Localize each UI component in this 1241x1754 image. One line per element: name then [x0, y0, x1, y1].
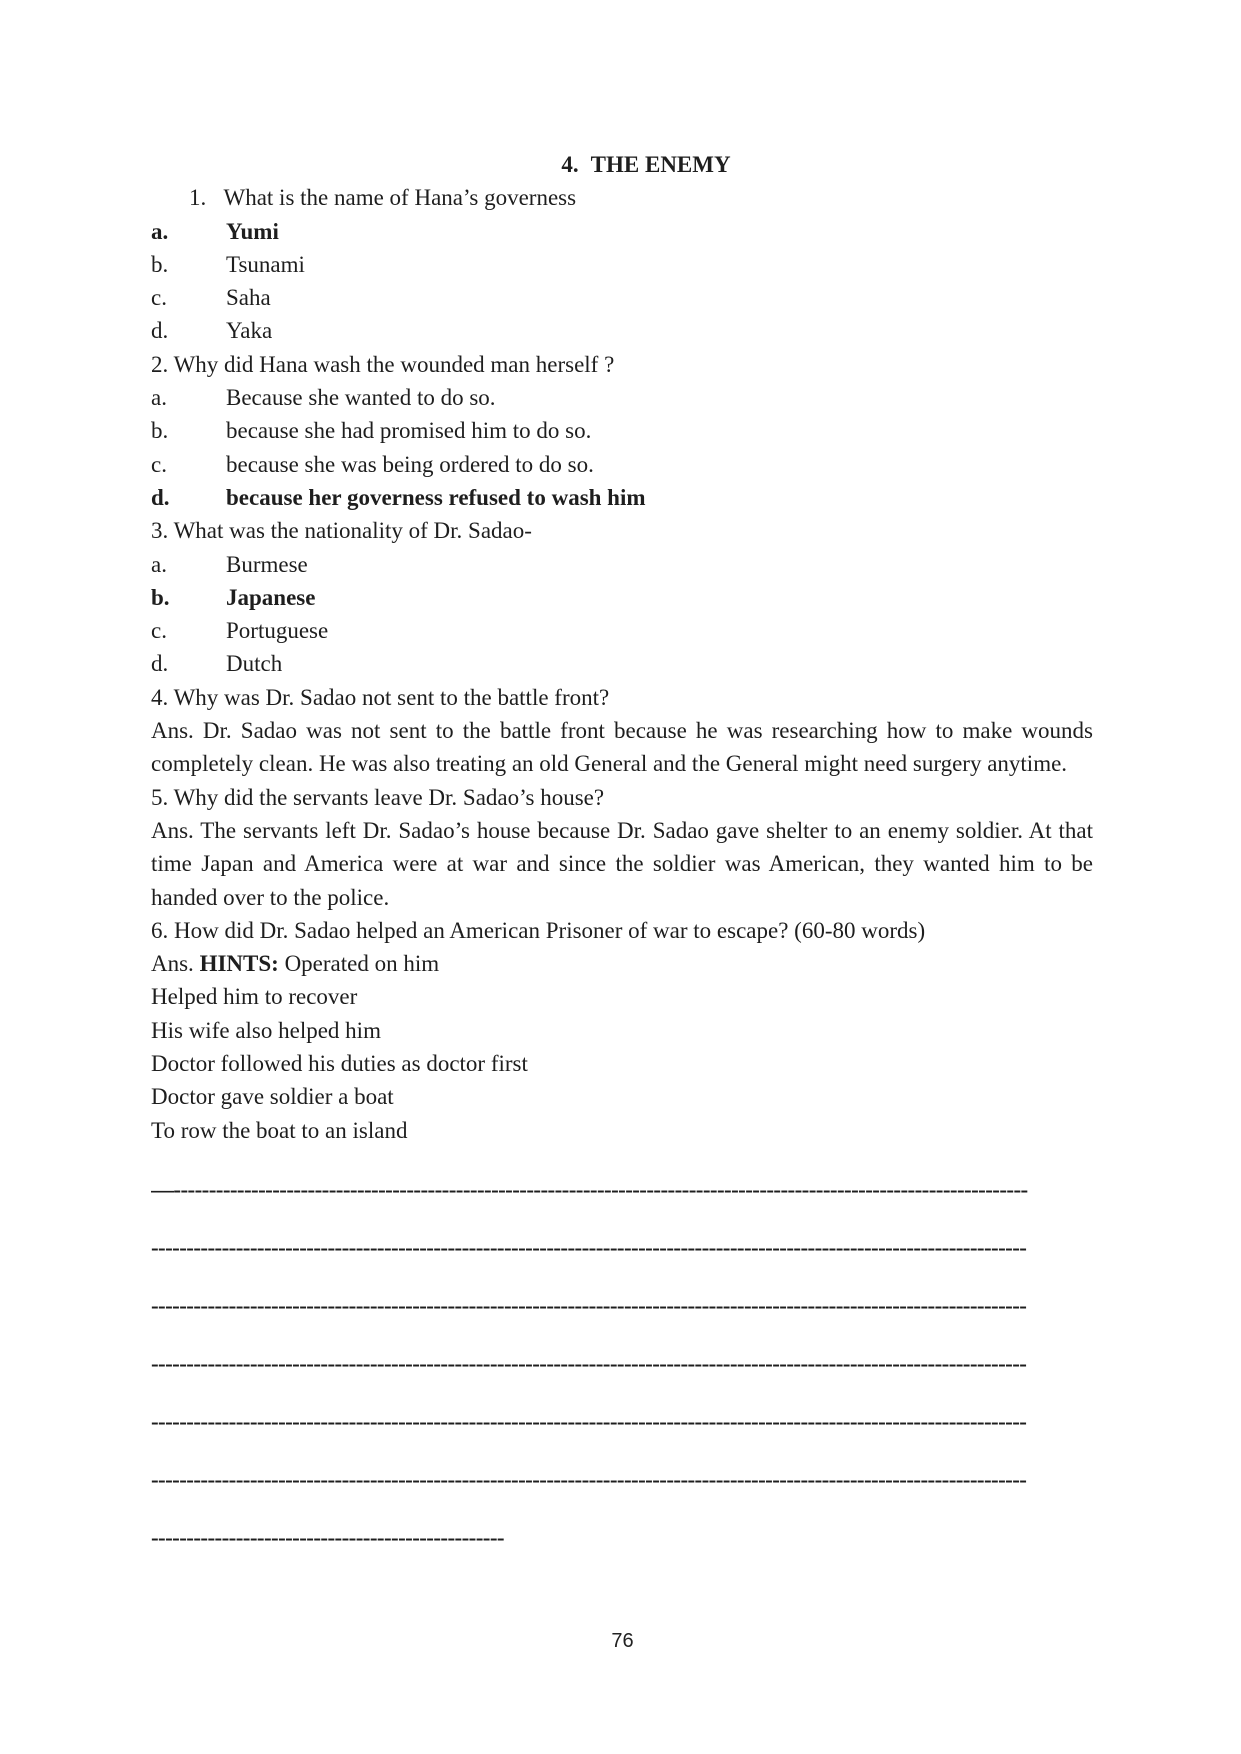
- q3-option-d: [151, 647, 1093, 680]
- worksheet-page: [151, 148, 1093, 1567]
- answer-prefix: Ans.: [151, 951, 194, 977]
- option-letter: c.: [151, 285, 167, 311]
- option-text: Yaka: [226, 318, 273, 344]
- q1-option-c: [151, 281, 1093, 314]
- hint-item: To row the boat to an island: [151, 1117, 408, 1143]
- option-text: Tsunami: [226, 251, 305, 277]
- option-letter: d.: [151, 318, 169, 344]
- answer-5: Ans. The servants left Dr. Sadao’s house because Dr. Sadao gave shelter to an enemy soldier. At that time Japan and America were at war and since the soldier was American, they wanted him to be handed over to the police.: [151, 817, 1093, 910]
- q2-option-c: [151, 448, 1093, 481]
- option-letter: a.: [151, 551, 167, 577]
- option-letter: d.: [151, 484, 170, 510]
- chapter-title: THE ENEMY: [590, 152, 731, 177]
- question-5: 5. Why did the servants leave Dr. Sadao’s house?: [151, 784, 605, 810]
- option-text: Japanese: [226, 584, 316, 610]
- chapter-number: 4.: [561, 152, 579, 177]
- answer-writing-line: --------------------------------------------------: [151, 1524, 504, 1550]
- page-number: 76: [611, 1630, 634, 1652]
- answer-4: Ans. Dr. Sadao was not sent to the battle front because he was researching how to make wounds completely clean. He was also treating an old General and the General might need surgery anytime.: [151, 718, 1093, 777]
- q1-option-d: [151, 314, 1093, 347]
- question-number: 1.: [189, 185, 207, 211]
- answer-writing-line: ----------------------------------------------------------------------------------------------------------------------------: [151, 1350, 1027, 1376]
- question-3: 3. What was the nationality of Dr. Sadao-: [151, 518, 532, 544]
- hint-item: Doctor followed his duties as doctor first: [151, 1051, 528, 1077]
- answer-writing-line: —-------------------------------------------------------------------------------------------------------------------------: [151, 1176, 1028, 1202]
- hint-item: Operated on him: [284, 951, 440, 977]
- option-letter: b.: [151, 584, 170, 610]
- option-text: Burmese: [226, 551, 308, 577]
- q2-option-a: [151, 381, 1093, 414]
- option-text: because she was being ordered to do so.: [226, 451, 594, 477]
- option-letter: c.: [151, 618, 167, 644]
- hint-item: His wife also helped him: [151, 1017, 381, 1043]
- option-text: Because she wanted to do so.: [226, 385, 496, 411]
- question-text: What is the name of Hana’s governess: [223, 185, 577, 211]
- option-text: because she had promised him to do so.: [226, 418, 592, 444]
- hint-item: Doctor gave soldier a boat: [151, 1084, 394, 1110]
- q3-option-a: [151, 548, 1093, 581]
- hints-label: HINTS:: [199, 951, 279, 977]
- answer-writing-line: ----------------------------------------------------------------------------------------------------------------------------: [151, 1408, 1027, 1434]
- answer-6-hints-heading: [151, 947, 1093, 980]
- option-text: Saha: [226, 285, 271, 311]
- question-1: [151, 181, 1093, 214]
- answer-writing-line: ----------------------------------------------------------------------------------------------------------------------------: [151, 1292, 1027, 1318]
- option-text: Dutch: [226, 651, 283, 677]
- q3-option-c: [151, 614, 1093, 647]
- chapter-heading: [151, 148, 1093, 181]
- option-text: because her governess refused to wash him: [226, 484, 646, 510]
- option-letter: d.: [151, 651, 169, 677]
- option-letter: c.: [151, 451, 167, 477]
- q2-option-b: [151, 414, 1093, 447]
- question-6: 6. How did Dr. Sadao helped an American Prisoner of war to escape? (60-80 words): [151, 917, 926, 943]
- option-text: Yumi: [226, 218, 279, 244]
- option-letter: b.: [151, 418, 169, 444]
- option-letter: a.: [151, 385, 167, 411]
- question-2: 2. Why did Hana wash the wounded man herself ?: [151, 351, 615, 377]
- hint-item: Helped him to recover: [151, 984, 358, 1010]
- q2-option-d: [151, 481, 1093, 514]
- q3-option-b: [151, 581, 1093, 614]
- option-letter: a.: [151, 218, 169, 244]
- answer-writing-line: ----------------------------------------------------------------------------------------------------------------------------: [151, 1234, 1027, 1260]
- answer-writing-line: ----------------------------------------------------------------------------------------------------------------------------: [151, 1466, 1027, 1492]
- option-letter: b.: [151, 251, 169, 277]
- q1-option-b: [151, 248, 1093, 281]
- question-4: 4. Why was Dr. Sadao not sent to the battle front?: [151, 684, 610, 710]
- option-text: Portuguese: [226, 618, 329, 644]
- q1-option-a: [151, 215, 1093, 248]
